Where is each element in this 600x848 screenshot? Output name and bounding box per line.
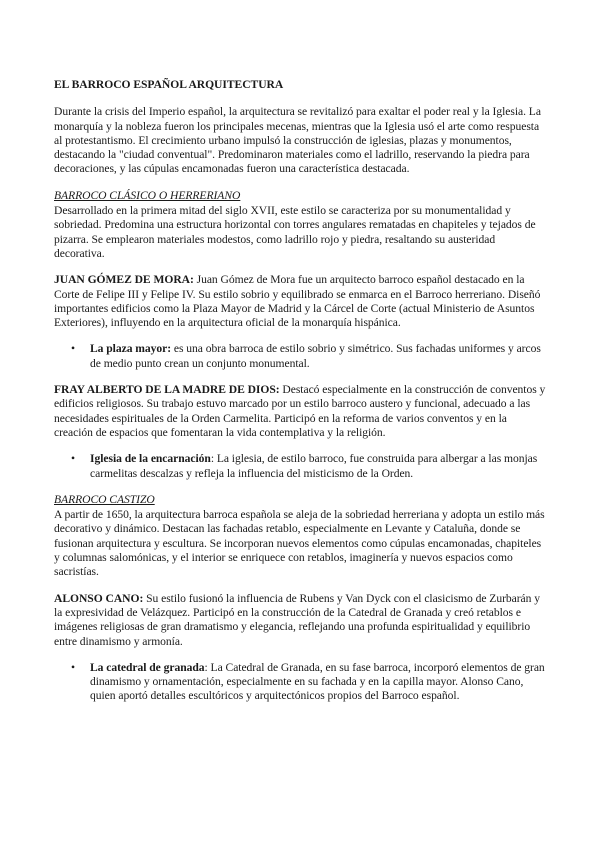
architect-name: FRAY ALBERTO DE LA MADRE DE DIOS: [54,383,280,397]
architect-text: Destacó especialmente en la construcción de conventos y edificios religiosos. Su trabajo estuvo marcado por un estilo barroco austero y funcional, adecuado a las necesidades espirituales de la Orden Carmelita. Participó en la reforma de varios conventos y en la creación de espacios que fomentaran la vida contemplativa y la religión. [54,383,546,439]
architect-text: Juan Gómez de Mora fue un arquitecto barroco español destacado en la Corte de Felipe III y Felipe IV. Su estilo sobrio y equilibrado se enmarca en el Barroco herreriano. Diseñó importantes edificios como la Plaza Mayor de Madrid y la Cárcel de Corte (actual Ministerio de Asuntos Exteriores), influyendo en la arquitectura oficial de la monarquía hispánica. [54,273,541,330]
section-description-herreriano: Desarrollado en la primera mitad del siglo XVII, este estilo se caracteriza por su monumentalidad y sobriedad. Predomina una estructura horizontal con torres angulares rematadas en chapiteles y tejados de pizarra. Se emplearon materiales modestos, como ladrillo rojo y piedra, resaltando su austeridad decorativa. [54,204,536,260]
list-item [71,452,546,481]
architect-name: JUAN GÓMEZ DE MORA: [54,273,194,287]
bullet-icon: • [71,342,76,356]
architect-text: Su estilo fusionó la influencia de Rubens y Van Dyck con el clasicismo de Zurbarán y la expresividad de Velázquez. Participó en la construcción de la Catedral de Granada y creó retablos e imágenes religiosas de gran dramatismo y elegancia, reflejando una profunda espiritualidad y equilibrio entre dinamismo y armonía. [54,591,540,648]
work-text: es una obra barroca de estilo sobrio y simétrico. Sus fachadas uniformes y arcos de medio punto crean un conjunto monumental. [90,342,541,370]
section-heading-herreriano: BARROCO CLÁSICO O HERRERIANO [54,188,241,202]
intro-paragraph: Durante la crisis del Imperio español, la arquitectura se revitalizó para exaltar el poder real y la Iglesia. La monarquía y la nobleza fueron los principales mecenas, mientras que la Iglesia usó el arte como respuesta al protestantismo. El crecimiento urbano impulsó la construcción de iglesias, plazas y monumentos, destacando la "ciudad conventual". Predominaron materiales como el ladrillo, reservando la piedra para decoraciones, y las cúpulas encamonadas fueron una característica destacada. [54,105,541,176]
work-name: Iglesia de la encarnación [90,452,211,466]
document-title: EL BARROCO ESPAÑOL ARQUITECTURA [54,78,284,91]
architect-name: ALONSO CANO: [54,591,144,605]
architect-paragraph-fray-alberto [54,383,546,440]
work-text: : La Catedral de Granada, en su fase barroca, incorporó elementos de gran dinamismo y ornamentación, especialmente en su fachada y en la capilla mayor. Alonso Cano, quien aportó detalles escultóricos y arquitectónicos propios del Barroco español. [90,660,545,703]
work-list [54,452,546,481]
work-name: La catedral de granada [90,660,205,674]
architect-paragraph-gomez-de-mora [54,273,546,330]
bullet-icon: • [71,660,76,674]
work-list [54,661,546,704]
list-item [71,660,546,704]
section-heading-castizo: BARROCO CASTIZO [54,492,155,506]
work-list [54,342,546,371]
section-description-castizo: A partir de 1650, la arquitectura barroca española se aleja de la sobriedad herreriana y adopta un estilo más decorativo y dinámico. Destacan las fachadas retablo, especialmente en Levante y Cataluña, donde se fusionan arquitectura y escultura. Se incorporan nuevos elementos como cúpulas encamonadas, chapiteles y columnas salomónicas, y el interior se enriquece con retablos, imaginería y nuevos espacios como sacristías. [54,508,545,579]
document-page [54,78,546,716]
architect-paragraph-alonso-cano [54,592,546,649]
bullet-icon: • [71,452,76,466]
work-name: La plaza mayor: [90,342,172,356]
list-item [71,342,546,371]
work-text: : La iglesia, de estilo barroco, fue construida para albergar a las monjas carmelitas descalzas y refleja la influencia del misticismo de la Orden. [90,452,538,480]
